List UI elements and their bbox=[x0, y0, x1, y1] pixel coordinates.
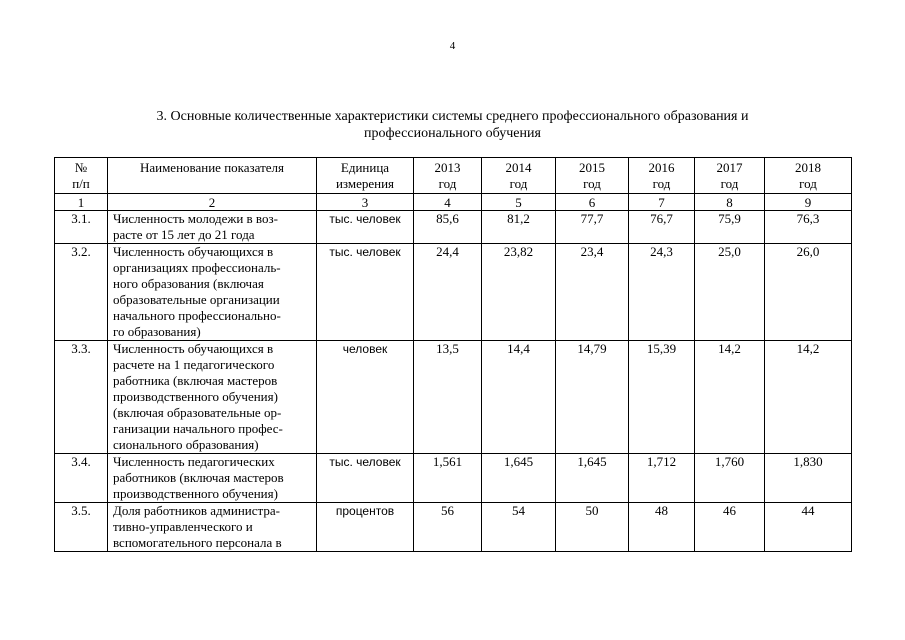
year-value: 81,2 bbox=[482, 211, 556, 244]
header-cell-1: № п/п bbox=[55, 158, 108, 194]
header-cell-4: 2013 год bbox=[414, 158, 482, 194]
column-number-2: 2 bbox=[108, 194, 317, 211]
header-cell-2: Наименование показателя bbox=[108, 158, 317, 194]
year-value: 76,3 bbox=[765, 211, 852, 244]
indicators-table bbox=[54, 157, 852, 552]
year-value: 48 bbox=[629, 503, 695, 552]
year-value: 54 bbox=[482, 503, 556, 552]
table-row bbox=[55, 341, 852, 454]
year-value: 76,7 bbox=[629, 211, 695, 244]
year-value: 1,760 bbox=[695, 454, 765, 503]
row-number: 3.1. bbox=[55, 211, 108, 244]
indicator-name: Численность обучающихся в организациях профессиональ- ного образования (включая образовательные организации начального профессионально- го образования) bbox=[108, 244, 317, 341]
column-number-4: 4 bbox=[414, 194, 482, 211]
year-value: 13,5 bbox=[414, 341, 482, 454]
indicator-name: Численность обучающихся в расчете на 1 педагогического работника (включая мастеров производственного обучения) (включая образовательные ор- ганизации начального профес- сионального образования) bbox=[108, 341, 317, 454]
year-value: 24,4 bbox=[414, 244, 482, 341]
table-row bbox=[55, 503, 852, 552]
year-value: 1,645 bbox=[482, 454, 556, 503]
year-value: 23,4 bbox=[556, 244, 629, 341]
unit-of-measure: процентов bbox=[317, 503, 414, 552]
column-number-3: 3 bbox=[317, 194, 414, 211]
indicator-name: Численность педагогических работников (включая мастеров производственного обучения) bbox=[108, 454, 317, 503]
unit-of-measure: тыс. человек bbox=[317, 244, 414, 341]
year-value: 14,79 bbox=[556, 341, 629, 454]
year-value: 77,7 bbox=[556, 211, 629, 244]
year-value: 15,39 bbox=[629, 341, 695, 454]
table-row bbox=[55, 244, 852, 341]
row-number: 3.4. bbox=[55, 454, 108, 503]
year-value: 23,82 bbox=[482, 244, 556, 341]
year-value: 14,2 bbox=[765, 341, 852, 454]
year-value: 85,6 bbox=[414, 211, 482, 244]
column-number-7: 7 bbox=[629, 194, 695, 211]
unit-of-measure: тыс. человек bbox=[317, 454, 414, 503]
column-number-row bbox=[55, 194, 852, 211]
header-cell-8: 2017 год bbox=[695, 158, 765, 194]
year-value: 75,9 bbox=[695, 211, 765, 244]
year-value: 1,645 bbox=[556, 454, 629, 503]
column-number-5: 5 bbox=[482, 194, 556, 211]
unit-of-measure: тыс. человек bbox=[317, 211, 414, 244]
row-number: 3.5. bbox=[55, 503, 108, 552]
header-cell-3: Единица измерения bbox=[317, 158, 414, 194]
table-row bbox=[55, 454, 852, 503]
year-value: 25,0 bbox=[695, 244, 765, 341]
year-value: 1,712 bbox=[629, 454, 695, 503]
year-value: 14,4 bbox=[482, 341, 556, 454]
row-number: 3.3. bbox=[55, 341, 108, 454]
column-number-1: 1 bbox=[55, 194, 108, 211]
header-cell-5: 2014 год bbox=[482, 158, 556, 194]
unit-of-measure: человек bbox=[317, 341, 414, 454]
table-row bbox=[55, 211, 852, 244]
indicator-name: Доля работников администра- тивно-управленческого и вспомогательного персонала в bbox=[108, 503, 317, 552]
section-title: 3. Основные количественные характеристики системы среднего профессионального образования и профессионального обучения bbox=[156, 109, 749, 141]
header-cell-9: 2018 год bbox=[765, 158, 852, 194]
year-value: 50 bbox=[556, 503, 629, 552]
year-value: 1,561 bbox=[414, 454, 482, 503]
page-number: 4 bbox=[449, 40, 456, 52]
header-row bbox=[55, 158, 852, 194]
year-value: 44 bbox=[765, 503, 852, 552]
year-value: 26,0 bbox=[765, 244, 852, 341]
column-number-6: 6 bbox=[556, 194, 629, 211]
year-value: 1,830 bbox=[765, 454, 852, 503]
indicator-name: Численность молодежи в воз- расте от 15 лет до 21 года bbox=[108, 211, 317, 244]
year-value: 56 bbox=[414, 503, 482, 552]
row-number: 3.2. bbox=[55, 244, 108, 341]
column-number-8: 8 bbox=[695, 194, 765, 211]
header-cell-7: 2016 год bbox=[629, 158, 695, 194]
year-value: 24,3 bbox=[629, 244, 695, 341]
column-number-9: 9 bbox=[765, 194, 852, 211]
year-value: 46 bbox=[695, 503, 765, 552]
year-value: 14,2 bbox=[695, 341, 765, 454]
header-cell-6: 2015 год bbox=[556, 158, 629, 194]
